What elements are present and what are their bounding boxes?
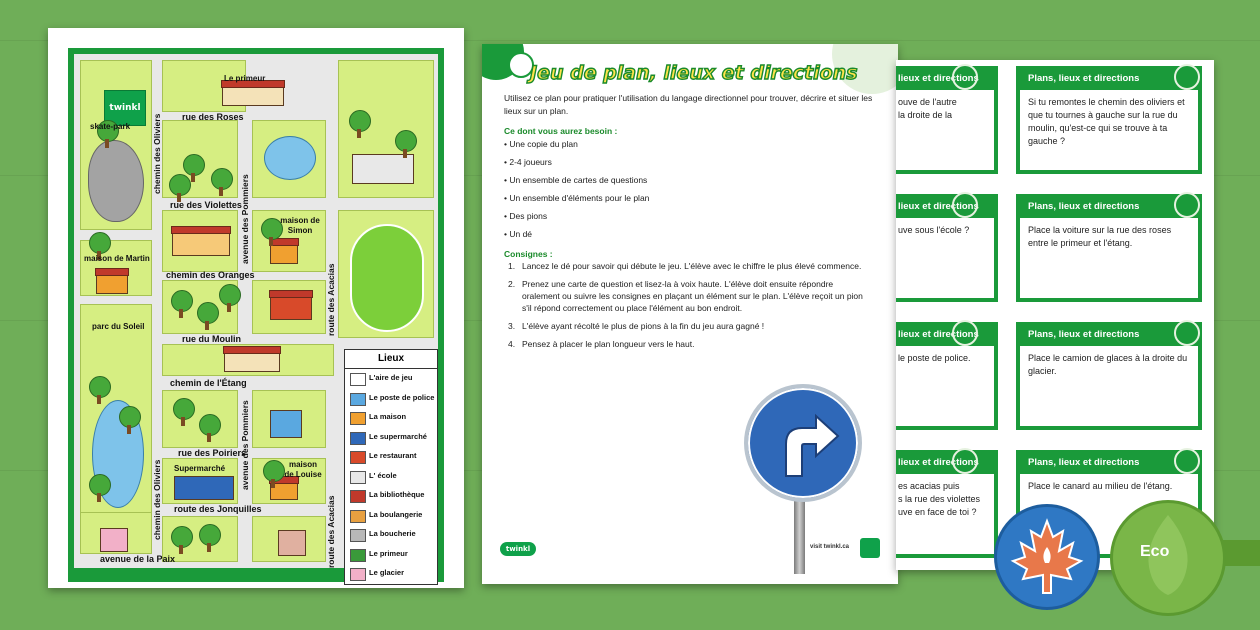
twinkl-footer-logo: twinkl xyxy=(500,542,536,556)
label-skate-park: skate-park xyxy=(90,122,131,131)
step-item xyxy=(504,260,864,272)
card-text: uve sous l'école ? xyxy=(898,225,970,235)
card-text: es acacias puis s la rue des violettes uve en face de toi ? xyxy=(898,481,981,517)
step-text: Lancez le dé pour savoir qui débute le jeu. L'élève avec le chiffre le plus élevé commence. xyxy=(522,261,862,271)
map-frame xyxy=(68,48,444,582)
legend-item xyxy=(345,428,437,448)
legend-swatch-icon xyxy=(350,568,366,581)
card-header: lieux et directions xyxy=(896,198,994,218)
turn-right-sign-icon xyxy=(744,384,862,502)
footer-badge-icon xyxy=(860,538,880,558)
martin-house xyxy=(96,272,128,294)
boucherie-building xyxy=(278,530,306,556)
material-item: • Une copie du plan xyxy=(504,139,578,149)
question-card xyxy=(896,66,998,174)
legend-item xyxy=(345,506,437,526)
material-item: • 2-4 joueurs xyxy=(504,157,552,167)
street-rue-du-moulin: rue du Moulin xyxy=(182,334,241,344)
legend-item xyxy=(345,408,437,428)
legend-swatch-icon xyxy=(350,510,366,523)
question-card xyxy=(896,194,998,302)
legend-item xyxy=(345,389,437,409)
step-number: 4. xyxy=(508,339,516,349)
card-decor-circle xyxy=(952,192,978,218)
card-header: lieux et directions xyxy=(896,70,994,90)
tree xyxy=(170,290,192,318)
tree xyxy=(88,376,110,404)
label-supermarche: Supermarché xyxy=(174,464,226,473)
legend-title: Lieux xyxy=(345,350,437,369)
map-legend xyxy=(344,349,438,585)
tree xyxy=(260,218,282,246)
intro-text: Utilisez ce plan pour pratiquer l'utilisation du langage directionnel pour trouver, décrire et situer les lieux sur un plan. xyxy=(504,93,873,116)
legend-label: L' école xyxy=(369,470,397,480)
legend-swatch-icon xyxy=(350,451,366,464)
street-route-des-acacias-top: route des Acacias xyxy=(326,263,336,336)
question-card xyxy=(1016,322,1202,430)
street-route-des-jonquilles: route des Jonquilles xyxy=(174,504,262,514)
restaurant-building xyxy=(270,294,312,320)
store-building xyxy=(172,230,230,256)
small-pond xyxy=(264,136,316,180)
street-rue-des-poiriers: rue des Poiriers xyxy=(178,448,247,458)
legend-swatch-icon xyxy=(350,529,366,542)
card-header: Plans, lieux et directions xyxy=(1020,326,1198,346)
question-card xyxy=(1016,66,1202,174)
supermarket-building xyxy=(174,476,234,500)
card-text: Place le camion de glaces à la droite du glacier. xyxy=(1028,353,1188,376)
card-header: lieux et directions xyxy=(896,326,994,346)
steps-heading: Consignes : xyxy=(504,249,553,259)
legend-item xyxy=(345,564,437,584)
police-building xyxy=(270,410,302,438)
card-header: Plans, lieux et directions xyxy=(1020,198,1198,218)
school-building xyxy=(352,154,414,184)
tree xyxy=(262,460,284,488)
library-building xyxy=(224,350,280,372)
tree xyxy=(218,284,240,312)
card-header: lieux et directions xyxy=(896,454,994,474)
card-decor-circle xyxy=(1174,192,1200,218)
twinkl-logo: twinkl xyxy=(104,90,146,126)
legend-swatch-icon xyxy=(350,393,366,406)
street-chemin-des-oliviers-bottom: chemin des Oliviers xyxy=(152,459,162,540)
street-avenue-des-pommiers-bottom: avenue des Pommiers xyxy=(240,400,250,490)
legend-label: Le glacier xyxy=(369,568,405,577)
tree xyxy=(198,414,220,442)
primeur-building xyxy=(222,84,284,106)
legend-swatch-icon xyxy=(350,412,366,425)
legend-swatch-icon xyxy=(350,549,366,562)
street-chemin-des-oliviers-top: chemin des Oliviers xyxy=(152,113,162,194)
step-text: L'élève ayant récolté le plus de pions à la fin du jeu aura gagné ! xyxy=(522,321,765,331)
card-text: ouve de l'autre la droite de la xyxy=(898,97,957,120)
question-card xyxy=(1016,194,1202,302)
eco-label: Eco xyxy=(1140,543,1170,560)
legend-item xyxy=(345,486,437,506)
street-avenue-de-la-paix: avenue de la Paix xyxy=(100,554,176,564)
tree xyxy=(198,524,220,552)
materials-heading: Ce dont vous aurez besoin : xyxy=(504,126,618,136)
glacier-building xyxy=(100,528,128,552)
tree xyxy=(394,130,416,158)
card-decor-circle xyxy=(952,448,978,474)
legend-swatch-icon xyxy=(350,471,366,484)
label-maison-de-louise: maison de Louise xyxy=(284,460,322,479)
page-title: Jeu de plan, lieux et directions xyxy=(530,62,858,84)
step-number: 1. xyxy=(508,261,516,271)
material-item: • Un ensemble de cartes de questions xyxy=(504,175,648,185)
legend-label: La boulangerie xyxy=(369,509,423,519)
step-item xyxy=(504,338,864,350)
legend-label: Le supermarché xyxy=(369,431,427,441)
card-decor-circle xyxy=(952,320,978,346)
legend-label: La maison xyxy=(369,412,407,421)
label-maison-de-simon: maison de Simon xyxy=(280,216,320,235)
tree xyxy=(172,398,194,426)
card-text: le poste de police. xyxy=(898,353,971,363)
card-header: Plans, lieux et directions xyxy=(1020,454,1198,474)
sports-field xyxy=(350,224,424,332)
instructions-page xyxy=(482,44,898,584)
legend-item xyxy=(345,545,437,565)
street-chemin-des-oranges: chemin des Oranges xyxy=(166,270,255,280)
legend-label: Le poste de police xyxy=(369,392,435,402)
material-item: • Un dé xyxy=(504,229,533,239)
card-text: Place la voiture sur la rue des roses entre le primeur et l'étang. xyxy=(1028,225,1172,248)
legend-swatch-icon xyxy=(350,432,366,445)
material-item: • Un ensemble d'éléments pour le plan xyxy=(504,193,650,203)
street-avenue-des-pommiers-top: avenue des Pommiers xyxy=(240,174,250,264)
question-card xyxy=(896,322,998,430)
step-text: Prenez une carte de question et lisez-la à voix haute. L'élève doit ensuite répondre oralement ou suivre les consignes en plaçant un élément sur le plan. L'élève reçoit un pion s'il répond correctement ou place l'élément au bon endroit. xyxy=(522,279,863,313)
tree xyxy=(348,110,370,138)
question-cards-page xyxy=(896,60,1214,570)
tree xyxy=(170,526,192,554)
card-text: Place le canard au milieu de l'étang. xyxy=(1028,481,1173,491)
card-header: Plans, lieux et directions xyxy=(1020,70,1198,90)
label-maison-de-martin: maison de Martin xyxy=(84,254,150,263)
street-chemin-de-l-etang: chemin de l'Étang xyxy=(170,378,247,388)
question-card xyxy=(896,450,998,558)
card-decor-circle xyxy=(1174,320,1200,346)
label-parc-du-soleil: parc du Soleil xyxy=(92,322,145,331)
step-text: Pensez à placer le plan longueur vers le haut. xyxy=(522,339,695,349)
card-decor-circle xyxy=(1174,448,1200,474)
legend-list xyxy=(345,369,437,584)
street-route-des-acacias-bottom: route des Acacias xyxy=(326,495,336,568)
legend-label: L'aire de jeu xyxy=(369,373,413,382)
legend-label: La boucherie xyxy=(369,529,416,538)
card-text: Si tu remontes le chemin des oliviers et que tu tournes à gauche sur la rue du moulin, qu'est-ce qui se trouve à ta gauche ? xyxy=(1028,97,1185,146)
legend-label: La bibliothèque xyxy=(369,490,425,499)
legend-item xyxy=(345,525,437,545)
material-item: • Des pions xyxy=(504,211,548,221)
tree xyxy=(168,174,190,202)
card-decor-circle xyxy=(952,64,978,90)
tree xyxy=(88,474,110,502)
footer-url: visit twinkl.ca xyxy=(810,544,850,550)
step-item xyxy=(504,278,864,314)
legend-label: Le primeur xyxy=(369,548,408,558)
tree xyxy=(118,406,140,434)
step-number: 2. xyxy=(508,279,516,289)
legend-label: Le restaurant xyxy=(369,451,417,460)
legend-item xyxy=(345,369,437,389)
step-number: 3. xyxy=(508,321,516,331)
skatepark-bowl xyxy=(88,140,144,222)
legend-swatch-icon xyxy=(350,373,366,386)
legend-item xyxy=(345,447,437,467)
step-item xyxy=(504,320,864,332)
town-map xyxy=(74,54,438,577)
quebec-maple-leaf-badge-icon xyxy=(994,504,1100,610)
legend-item xyxy=(345,467,437,487)
street-rue-des-violettes: rue des Violettes xyxy=(170,200,242,210)
tree xyxy=(196,302,218,330)
card-decor-circle xyxy=(1174,64,1200,90)
map-worksheet xyxy=(48,28,464,588)
tree xyxy=(210,168,232,196)
legend-swatch-icon xyxy=(350,490,366,503)
street-rue-des-roses: rue des Roses xyxy=(182,112,244,122)
label-le-primeur: Le primeur xyxy=(224,74,266,83)
